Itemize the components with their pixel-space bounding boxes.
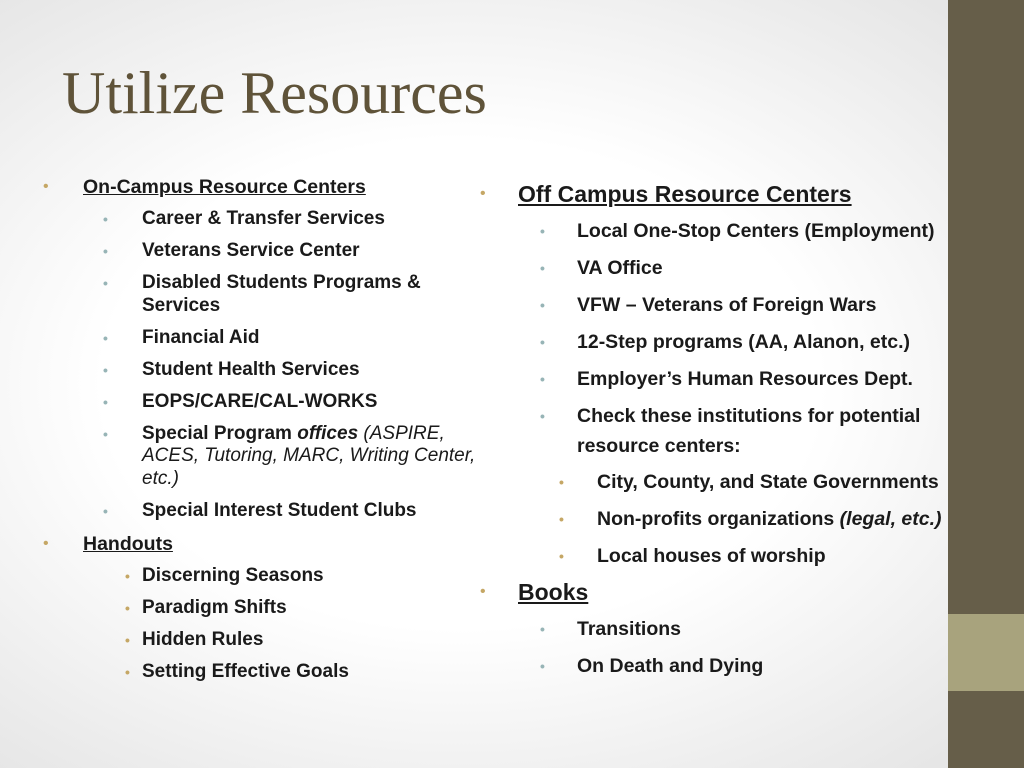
handouts-heading: • Handouts (83, 532, 173, 555)
list-item: • EOPS/CARE/CAL-WORKS (83, 391, 483, 414)
list-item: • Student Health Services (83, 359, 483, 382)
list-item: • VA Office (518, 253, 948, 283)
list-item: • Hidden Rules (83, 629, 483, 652)
right-column (478, 180, 948, 688)
list-item-special-program (83, 423, 483, 491)
nonprofits-emphasis: (legal, etc.) (839, 508, 942, 530)
left-column (43, 175, 483, 693)
special-program-prefix: Special Program (142, 422, 298, 444)
books-section (478, 578, 948, 681)
list-item: • Discerning Seasons (83, 565, 483, 588)
off-campus-section (478, 180, 948, 569)
list-item: • 12-Step programs (AA, Alanon, etc.) (518, 327, 948, 357)
list-item: • Paradigm Shifts (83, 597, 483, 620)
list-item: • VFW – Veterans of Foreign Wars (518, 290, 948, 320)
list-item: • Local houses of worship (518, 543, 948, 569)
books-heading: • Books (518, 579, 589, 605)
list-item: • Disabled Students Programs & Services (83, 272, 483, 317)
handouts-section (43, 532, 483, 684)
list-item: • Check these institutions for potential resource centers: (518, 401, 948, 461)
nonprofits-prefix: Non-profits organizations (597, 508, 840, 530)
special-program-suffix: (ASPIRE, ACES, Tutoring, MARC, Writing Center, etc.) (142, 422, 476, 489)
list-item: • Setting Effective Goals (83, 661, 483, 684)
list-item: • Local One-Stop Centers (Employment) (518, 216, 948, 246)
side-stripe-accent (948, 614, 1024, 691)
list-item-nonprofits (518, 506, 948, 532)
list-item: • Career & Transfer Services (83, 208, 483, 231)
list-item: • Special Interest Student Clubs (83, 500, 483, 523)
list-item: • Veterans Service Center (83, 240, 483, 263)
list-item: • Transitions (518, 614, 948, 644)
special-program-emphasis: offices (297, 422, 359, 444)
list-item: • Employer’s Human Resources Dept. (518, 364, 948, 394)
list-item: • On Death and Dying (518, 651, 948, 681)
off-campus-heading: • Off Campus Resource Centers (518, 181, 852, 207)
on-campus-heading: • On-Campus Resource Centers (83, 176, 366, 198)
slide-title: Utilize Resources (62, 60, 487, 126)
on-campus-section (43, 175, 483, 522)
list-item: • City, County, and State Governments (518, 469, 948, 495)
list-item: • Financial Aid (83, 327, 483, 350)
